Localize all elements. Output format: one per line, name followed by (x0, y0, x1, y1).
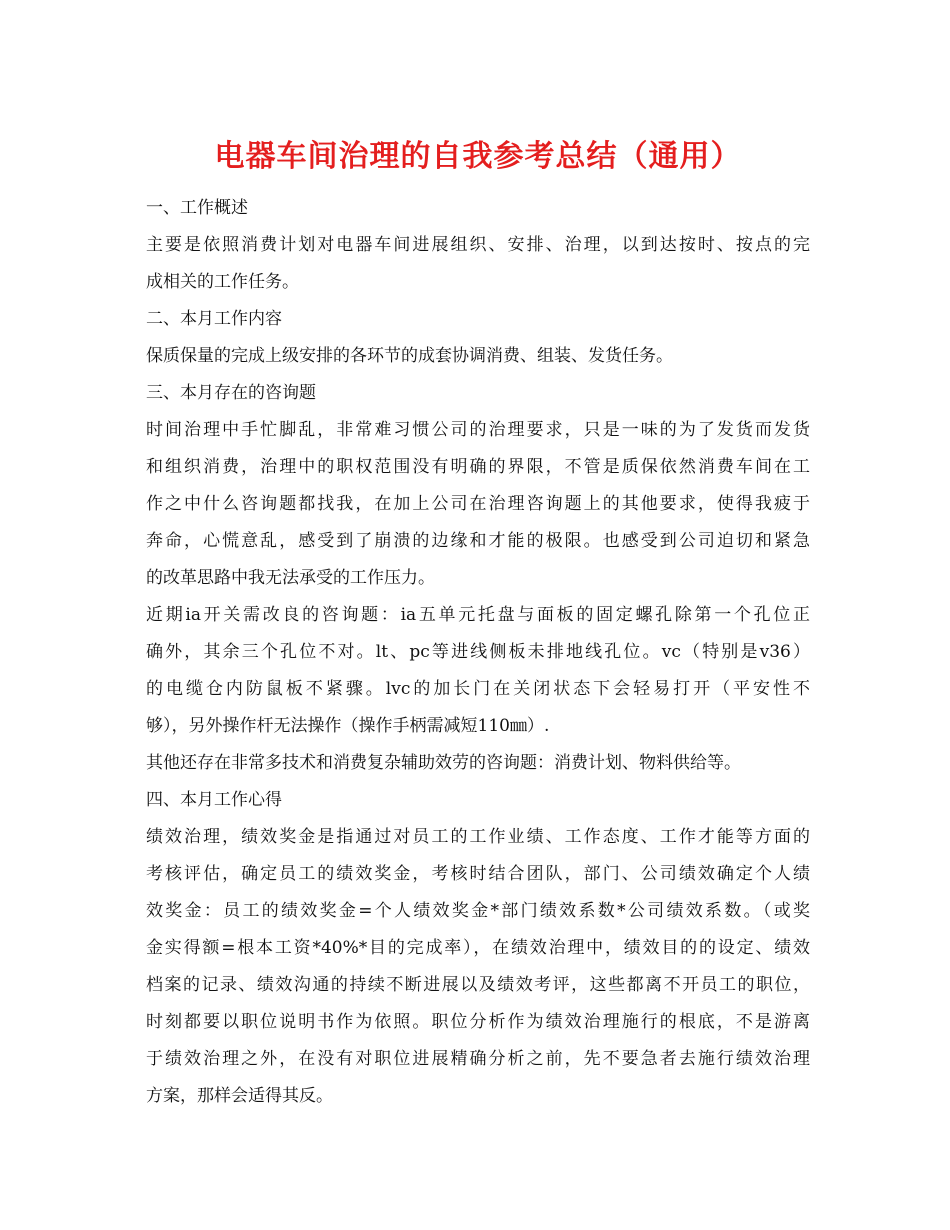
section-heading: 四、本月工作心得 (146, 790, 282, 810)
paragraph-line: 方案，那样会适得其反。 (146, 1086, 333, 1106)
section-heading: 一、工作概述 (146, 198, 248, 218)
document-body (146, 190, 810, 1115)
paragraph-line: 其他还存在非常多技术和消费复杂辅助效劳的咨询题：消费计划、物料供给等。 (146, 753, 741, 773)
paragraph-line: 作之中什么咨询题都找我，在加上公司在治理咨询题上的其他要求，使得我疲于 (146, 494, 810, 514)
document-content (146, 134, 810, 1115)
paragraph-line: 够），另外操作杆无法操作（操作手柄需减短110㎜）. (146, 716, 550, 736)
paragraph-line: 和组织消费，治理中的职权范围没有明确的界限，不管是质保依然消费车间在工 (146, 457, 810, 477)
paragraph-line: 绩效治理，绩效奖金是指通过对员工的工作业绩、工作态度、工作才能等方面的 (146, 827, 810, 847)
paragraph-line: 效奖金：员工的绩效奖金=个人绩效奖金*部门绩效系数*公司绩效系数。（或奖 (146, 901, 810, 921)
paragraph-line: 时间治理中手忙脚乱，非常难习惯公司的治理要求，只是一味的为了发货而发货 (146, 420, 810, 440)
paragraph-line: 保质保量的完成上级安排的各环节的成套协调消费、组装、发货任务。 (146, 346, 673, 366)
paragraph-line: 确外，其余三个孔位不对。lt、pc等进线侧板未排地线孔位。vc（特别是v36） (146, 642, 810, 662)
paragraph-line: 金实得额=根本工资*40%*目的完成率），在绩效治理中，绩效目的的设定、绩效 (146, 938, 810, 958)
paragraph-line: 主要是依照消费计划对电器车间进展组织、安排、治理，以到达按时、按点的完 (146, 235, 810, 255)
paragraph-line: 于绩效治理之外，在没有对职位进展精确分析之前，先不要急者去施行绩效治理 (146, 1049, 810, 1069)
paragraph-line: 近期ia开关需改良的咨询题：ia五单元托盘与面板的固定螺孔除第一个孔位正 (146, 605, 810, 625)
paragraph-line: 的电缆仓内防鼠板不紧骤。lvc的加长门在关闭状态下会轻易打开（平安性不 (146, 679, 810, 699)
paragraph-line: 成相关的工作任务。 (146, 272, 299, 292)
paragraph-line: 时刻都要以职位说明书作为依照。职位分析作为绩效治理施行的根底，不是游离 (146, 1012, 810, 1032)
paragraph-line: 的改革思路中我无法承受的工作压力。 (146, 568, 435, 588)
paragraph-line: 考核评估，确定员工的绩效奖金，考核时结合团队，部门、公司绩效确定个人绩 (146, 864, 810, 884)
paragraph-line: 档案的记录、绩效沟通的持续不断进展以及绩效考评，这些都离不开员工的职位， (146, 975, 810, 995)
paragraph-line: 奔命，心慌意乱，感受到了崩溃的边缘和才能的极限。也感受到公司迫切和紧急 (146, 531, 810, 551)
document-title: 电器车间治理的自我参考总结（通用） (214, 139, 742, 174)
section-heading: 三、本月存在的咨询题 (146, 383, 316, 403)
section-heading: 二、本月工作内容 (146, 309, 282, 329)
